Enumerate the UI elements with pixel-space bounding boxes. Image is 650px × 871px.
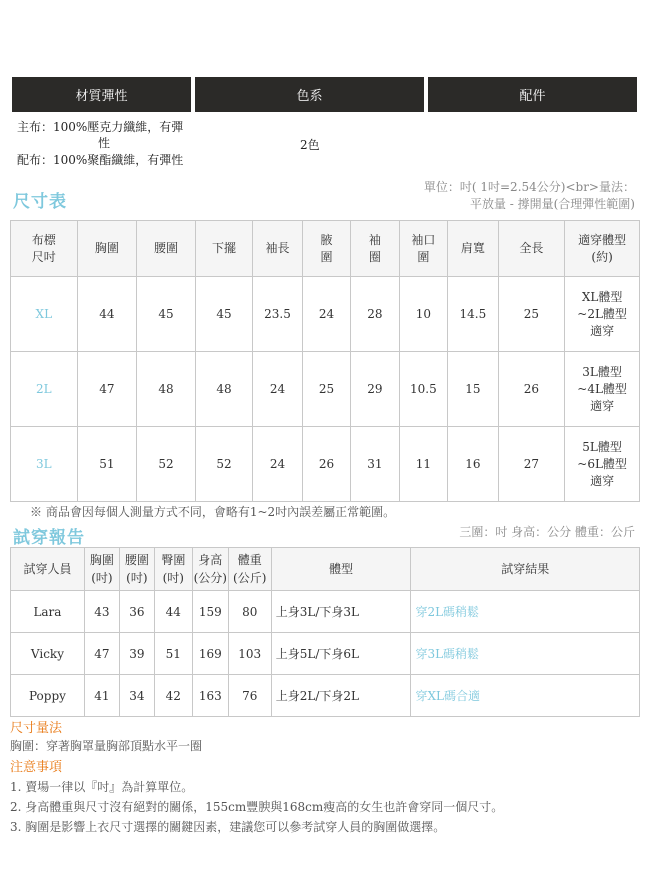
measure-text: 胸圍：穿著胸罩量胸部頂點水平一圈 — [10, 739, 203, 753]
size-row — [11, 427, 640, 502]
trial-height: 163 — [192, 675, 228, 717]
trial-header-cell — [154, 548, 192, 591]
trial-hip: 42 — [154, 675, 192, 717]
size-value: 15 — [448, 352, 498, 427]
cell-line: 腰圍 — [124, 553, 149, 567]
cell-line: 適穿 — [590, 323, 615, 338]
size-label: XL — [11, 277, 78, 352]
trial-header-cell — [119, 548, 154, 591]
trial-row — [11, 591, 640, 633]
size-value: 25 — [302, 352, 350, 427]
material-lining: 配布：100%聚酯纖維，有彈性 — [17, 153, 184, 167]
trial-waist: 36 — [119, 591, 154, 633]
size-header-cell — [302, 221, 350, 277]
cell-line: 尺吋 — [31, 249, 56, 264]
size-value: 52 — [195, 427, 253, 502]
cell-line: 體型 — [329, 562, 354, 576]
cell-line: 下擺 — [212, 241, 237, 255]
size-value: 24 — [253, 427, 302, 502]
size-header-cell — [399, 221, 447, 277]
trial-body: 上身5L/下身6L — [271, 633, 411, 675]
size-header-cell — [77, 221, 137, 277]
cell-line: 5L體型 — [582, 439, 622, 454]
trial-name: Vicky — [11, 633, 85, 675]
trial-row — [11, 675, 640, 717]
size-value: 25 — [498, 277, 565, 352]
size-value: 26 — [498, 352, 565, 427]
trial-weight: 80 — [228, 591, 271, 633]
cell-line: 試穿結果 — [501, 562, 550, 576]
cell-line: 袖口 — [411, 232, 436, 247]
trial-unit-note: 三圍：吋 身高：公分 體重：公斤 — [459, 525, 635, 539]
size-table-header — [11, 221, 640, 277]
size-header-cell — [253, 221, 302, 277]
trial-header-cell — [271, 548, 411, 591]
header-accessory-label: 配件 — [519, 89, 546, 104]
trial-header-cell — [192, 548, 228, 591]
trial-bust: 43 — [84, 591, 119, 633]
size-value: 29 — [351, 352, 399, 427]
trial-height: 159 — [192, 591, 228, 633]
size-chart-title: 尺寸表 — [13, 192, 67, 212]
size-value: 47 — [77, 352, 137, 427]
cell-line: (公斤) — [233, 571, 267, 585]
cell-line: 適穿體型 — [578, 232, 627, 247]
cell-line: 腋 — [320, 232, 333, 247]
size-value: 45 — [195, 277, 253, 352]
size-value: 10.5 — [399, 352, 447, 427]
size-value: 51 — [77, 427, 137, 502]
trial-height: 169 — [192, 633, 228, 675]
size-header-cell — [137, 221, 196, 277]
size-unit-line1: 單位：吋( 1吋=2.54公分)<br>量法： — [423, 180, 635, 194]
size-note: ※ 商品會因每個人測量方式不同，會略有1~2吋內誤差屬正常範圍。 — [30, 505, 396, 519]
size-fit — [565, 427, 640, 502]
notice-item: 2. 身高體重與尺寸沒有絕對的關係，155cm豐腴與168cm瘦高的女生也許會穿同一個尺寸。 — [10, 800, 504, 814]
trial-table-header — [11, 548, 640, 591]
size-value: 28 — [351, 277, 399, 352]
material-main: 主布：100%壓克力纖維，有彈 — [17, 120, 184, 134]
cell-line: (吋) — [162, 571, 184, 585]
trial-header-cell — [11, 548, 85, 591]
trial-header-cell — [228, 548, 271, 591]
size-value: 23.5 — [253, 277, 302, 352]
trial-header-cell — [84, 548, 119, 591]
size-table — [10, 220, 640, 502]
size-value: 24 — [253, 352, 302, 427]
size-header-cell — [351, 221, 399, 277]
size-value: 45 — [137, 277, 196, 352]
header-material — [12, 77, 191, 112]
cell-line: 適穿 — [590, 398, 615, 413]
trial-bust: 41 — [84, 675, 119, 717]
trial-name: Poppy — [11, 675, 85, 717]
size-value: 16 — [448, 427, 498, 502]
trial-waist: 39 — [119, 633, 154, 675]
measure-title: 尺寸量法 — [10, 721, 63, 736]
notice-title: 注意事項 — [10, 760, 63, 775]
size-value: 44 — [77, 277, 137, 352]
size-value: 52 — [137, 427, 196, 502]
notice-item: 3. 胸圍是影響上衣尺寸選擇的關鍵因素，建議您可以參考試穿人員的胸圍做選擇。 — [10, 820, 446, 834]
size-value: 31 — [351, 427, 399, 502]
cell-line: 全長 — [519, 241, 544, 255]
size-header-cell — [498, 221, 565, 277]
cell-line: 身高 — [198, 553, 223, 567]
trial-body: 上身3L/下身3L — [271, 591, 411, 633]
trial-report-title: 試穿報告 — [13, 528, 85, 548]
cell-line: 體重 — [237, 553, 262, 567]
size-value: 26 — [302, 427, 350, 502]
trial-weight: 103 — [228, 633, 271, 675]
size-value: 14.5 — [448, 277, 498, 352]
size-value: 48 — [137, 352, 196, 427]
material-main-cont: 性 — [98, 136, 111, 150]
notice-item: 1. 賣場一律以『吋』為計算單位。 — [10, 780, 194, 794]
trial-body: 上身2L/下身2L — [271, 675, 411, 717]
header-color-label: 色系 — [296, 89, 323, 104]
cell-line: 圈 — [368, 249, 381, 264]
cell-line: ~2L體型 — [577, 306, 627, 321]
trial-header-cell — [411, 548, 640, 591]
trial-hip: 44 — [154, 591, 192, 633]
header-accessory — [428, 77, 637, 112]
size-label: 2L — [11, 352, 78, 427]
cell-line: 腰圍 — [153, 241, 178, 255]
size-value: 27 — [498, 427, 565, 502]
size-header-cell — [195, 221, 253, 277]
cell-line: XL體型 — [581, 289, 623, 304]
cell-line: 胸圍 — [94, 241, 119, 255]
cell-line: ~6L體型 — [577, 456, 627, 471]
trial-bust: 47 — [84, 633, 119, 675]
size-header-cell — [11, 221, 78, 277]
size-header-cell — [565, 221, 640, 277]
cell-line: 3L體型 — [582, 364, 622, 379]
cell-line: 袖 — [368, 232, 381, 247]
size-header-cell — [448, 221, 498, 277]
size-row — [11, 277, 640, 352]
cell-line: 胸圍 — [89, 553, 114, 567]
trial-hip: 51 — [154, 633, 192, 675]
cell-line: 圍 — [417, 249, 430, 264]
size-unit-note — [424, 179, 635, 213]
trial-weight: 76 — [228, 675, 271, 717]
size-unit-line2: 平放量 - 撐開量(合理彈性範圍) — [469, 197, 635, 211]
trial-result: 穿3L碼稍鬆 — [411, 633, 640, 675]
trial-name: Lara — [11, 591, 85, 633]
cell-line: 圍 — [320, 249, 333, 264]
cell-line: (公分) — [193, 571, 227, 585]
trial-result: 穿XL碼合適 — [411, 675, 640, 717]
cell-line: (約) — [591, 249, 613, 264]
size-value: 11 — [399, 427, 447, 502]
size-fit — [565, 277, 640, 352]
cell-line: 適穿 — [590, 473, 615, 488]
size-value: 10 — [399, 277, 447, 352]
cell-line: 肩寬 — [460, 241, 485, 255]
trial-result: 穿2L碼稍鬆 — [411, 591, 640, 633]
cell-line: (吋) — [126, 571, 148, 585]
size-fit — [565, 352, 640, 427]
cell-line: 布標 — [31, 232, 56, 247]
cell-line: 袖長 — [265, 241, 290, 255]
cell-line: 臀圍 — [161, 553, 186, 567]
cell-line: 試穿人員 — [23, 562, 72, 576]
size-label: 3L — [11, 427, 78, 502]
header-color — [195, 77, 424, 112]
trial-waist: 34 — [119, 675, 154, 717]
header-material-label: 材質彈性 — [75, 89, 128, 104]
cell-line: (吋) — [91, 571, 113, 585]
cell-line: ~4L體型 — [577, 381, 627, 396]
color-count: 2色 — [300, 138, 320, 152]
size-value: 48 — [195, 352, 253, 427]
trial-table — [10, 547, 640, 717]
trial-row — [11, 633, 640, 675]
size-value: 24 — [302, 277, 350, 352]
size-row — [11, 352, 640, 427]
